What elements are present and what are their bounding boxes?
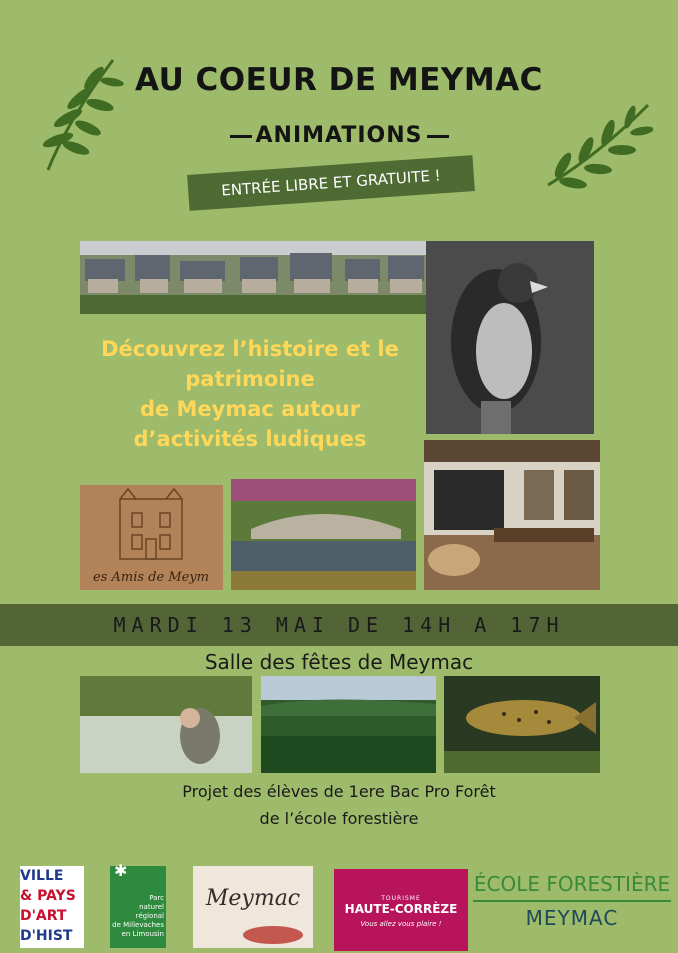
tourisme-haute-correze-logo <box>334 869 468 951</box>
logo-line: TOURISME <box>381 895 421 902</box>
ville-pays-logo <box>20 866 84 948</box>
logo-line: & PAYS <box>20 888 76 904</box>
logo-line: HAUTE-CORRÈZE <box>344 902 458 916</box>
discover-line: patrimoine <box>185 367 315 391</box>
fisherman-photo <box>80 676 252 773</box>
free-entry-badge: ENTRÉE LIBRE ET GRATUITE ! <box>187 155 475 211</box>
dash-left <box>230 135 252 138</box>
dash-right <box>427 135 449 138</box>
poster-title: AU COEUR DE MEYMAC <box>135 62 543 98</box>
poster-subtitle <box>0 123 678 148</box>
logo-line: ÉCOLE FORESTIÈRE <box>473 872 671 896</box>
date-banner: MARDI 13 MAI DE 14H A 17H <box>0 604 678 646</box>
discover-line: de Meymac autour <box>139 397 361 421</box>
laurel-left-icon <box>28 40 128 180</box>
kitchen-photo <box>424 440 600 590</box>
logo-line: VILLE <box>20 868 64 884</box>
logo-line: en Limousin <box>121 930 164 938</box>
logo-line: régional <box>135 912 164 920</box>
logo-divider <box>473 900 671 902</box>
logo-line: D'ART <box>20 908 67 924</box>
discover-text <box>80 334 420 454</box>
logo-line: Meymac <box>205 886 301 911</box>
discover-line: d’activités ludiques <box>133 427 367 451</box>
subtitle-text: ANIMATIONS <box>255 123 423 148</box>
parc-millevaches-logo <box>110 861 166 948</box>
logo-line: Parc <box>149 894 164 902</box>
trout-photo <box>444 676 600 773</box>
hawk-photo <box>426 241 594 434</box>
stream-photo <box>231 479 416 590</box>
project-text <box>0 778 678 832</box>
logo-line: naturel <box>139 903 164 911</box>
leaf-icon: ✱ <box>114 861 128 880</box>
project-line: de l’école forestière <box>259 809 419 828</box>
town-photo <box>80 241 426 314</box>
logo-line: D'HIST <box>20 928 73 944</box>
project-line: Projet des élèves de 1ere Bac Pro Forêt <box>182 782 496 801</box>
meymac-logo <box>193 866 313 948</box>
color-swash <box>243 926 303 944</box>
amis-meymac-sign-photo <box>80 485 223 590</box>
forest-photo <box>261 676 436 773</box>
logo-line: de Millevaches <box>112 921 164 929</box>
sign-text: es Amis de Meym <box>93 570 209 585</box>
discover-line: Découvrez l’histoire et le <box>101 337 399 361</box>
ecole-forestiere-logo <box>473 872 671 948</box>
logo-line: Vous allez vous plaire ! <box>360 920 442 928</box>
logo-line: MEYMAC <box>525 906 619 930</box>
venue-text: Salle des fêtes de Meymac <box>204 650 474 674</box>
